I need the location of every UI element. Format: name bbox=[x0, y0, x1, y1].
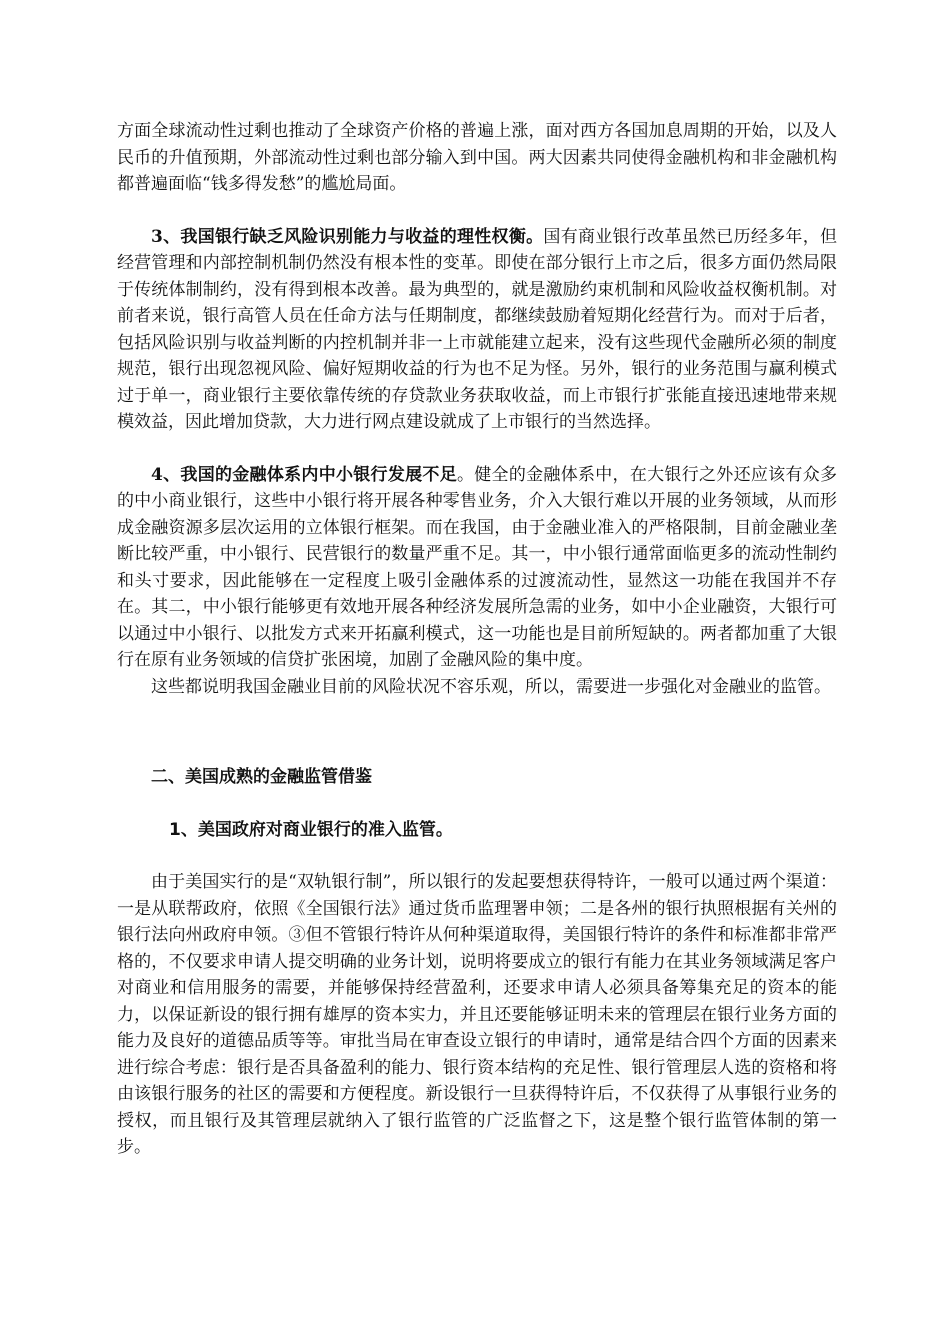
paragraph-risk-identification bbox=[117, 224, 837, 436]
paragraph-conclusion: 这些都说明我国金融业目前的风险状况不容乐观，所以，需要进一步强化对金融业的监管。 bbox=[151, 676, 831, 697]
paragraph-dual-banking: 由于美国实行的是“双轨银行制”，所以银行的发起要想获得特许，一般可以通过两个渠道：一是从联帮政府，依照《全国银行法》通过货币监理署申领；二是各州的银行执照根据有关州的银行法向州政府申领。③但不管银行特许从何种渠道取得，美国银行特许的条件和标准都非常严格的，不仅要求申请人提交明确的业务计划，说明将要成立的银行有能力在其业务领域满足客户对商业和信用服务的需要，并能够保持经营盈利，还要求申请人必须具备筹集充足的资本的能力，以保证新设的银行拥有雄厚的资本实力，并且还要能够证明未来的管理层在银行业务方面的能力及良好的道德品质等等。审批当局在审查设立银行的申请时，通常是结合四个方面的因素来进行综合考虑：银行是否具备盈利的能力、银行资本结构的充足性、银行管理层人选的资格和将由该银行服务的社区的需要和方便程度。新设银行一旦获得特许后，不仅获得了从事银行业务的授权，而且银行及其管理层就纳入了银行监管的广泛监督之下，这是整个银行监管体制的第一步。 bbox=[117, 872, 837, 1157]
paragraph-small-banks-heading: 4、我国的金融体系内中小银行发展不足 bbox=[151, 464, 457, 485]
subsection-heading-market-entry: 1、美国政府对商业银行的准入监管。 bbox=[169, 819, 453, 840]
document-page bbox=[117, 118, 837, 1161]
paragraph-small-banks bbox=[117, 462, 837, 674]
paragraph-risk-identification-heading: 3、我国银行缺乏风险识别能力与收益的理性权衡。 bbox=[151, 226, 544, 247]
section-heading-us-regulation: 二、美国成熟的金融监管借鉴 bbox=[151, 767, 372, 787]
paragraph-risk-identification-body: 国有商业银行改革虽然已历经多年，但经营管理和内部控制机制仍然没有根本性的变革。即使在部分银行上市之后，很多方面仍然局限于传统体制制约，没有得到根本改善。最为典型的，就是激励约束机制和风险收益权衡机制。对前者来说，银行高管人员在任命方法与任期制度，都继续鼓励着短期化经营行为。而对于后者，包括风险识别与收益判断的内控机制并非一上市就能建立起来，没有这些现代金融所必须的制度规范，银行出现忽视风险、偏好短期收益的行为也不足为怪。另外，银行的业务范围与赢利模式过于单一，商业银行主要依靠传统的存贷款业务获取收益，而上市银行扩张能直接迅速地带来规模效益，因此增加贷款，大力进行网点建设就成了上市银行的当然选择。 bbox=[117, 226, 838, 432]
paragraph-liquidity-continued: 方面全球流动性过剩也推动了全球资产价格的普遍上涨，面对西方各国加息周期的开始，以及人民币的升值预期，外部流动性过剩也部分输入到中国。两大因素共同使得金融机构和非金融机构都普遍面临“钱多得发愁”的尴尬局面。 bbox=[117, 121, 837, 194]
paragraph-small-banks-body: 。健全的金融体系中，在大银行之外还应该有众多的中小商业银行，这些中小银行将开展各种零售业务，介入大银行难以开展的业务领域，从而形成金融资源多层次运用的立体银行框架。而在我国，由于金融业准入的严格限制，目前金融业垄断比较严重，中小银行、民营银行的数量严重不足。其一，中小银行通常面临更多的流动性制约和头寸要求，因此能够在一定程度上吸引金融体系的过渡流动性，显然这一功能在我国并不存在。其二，中小银行能够更有效地开展各种经济发展所急需的业务，如中小企业融资，大银行可以通过中小银行、以批发方式来开拓赢利模式，这一功能也是目前所短缺的。两者都加重了大银行在原有业务领域的信贷扩张困境，加剧了金融风险的集中度。 bbox=[117, 464, 837, 670]
